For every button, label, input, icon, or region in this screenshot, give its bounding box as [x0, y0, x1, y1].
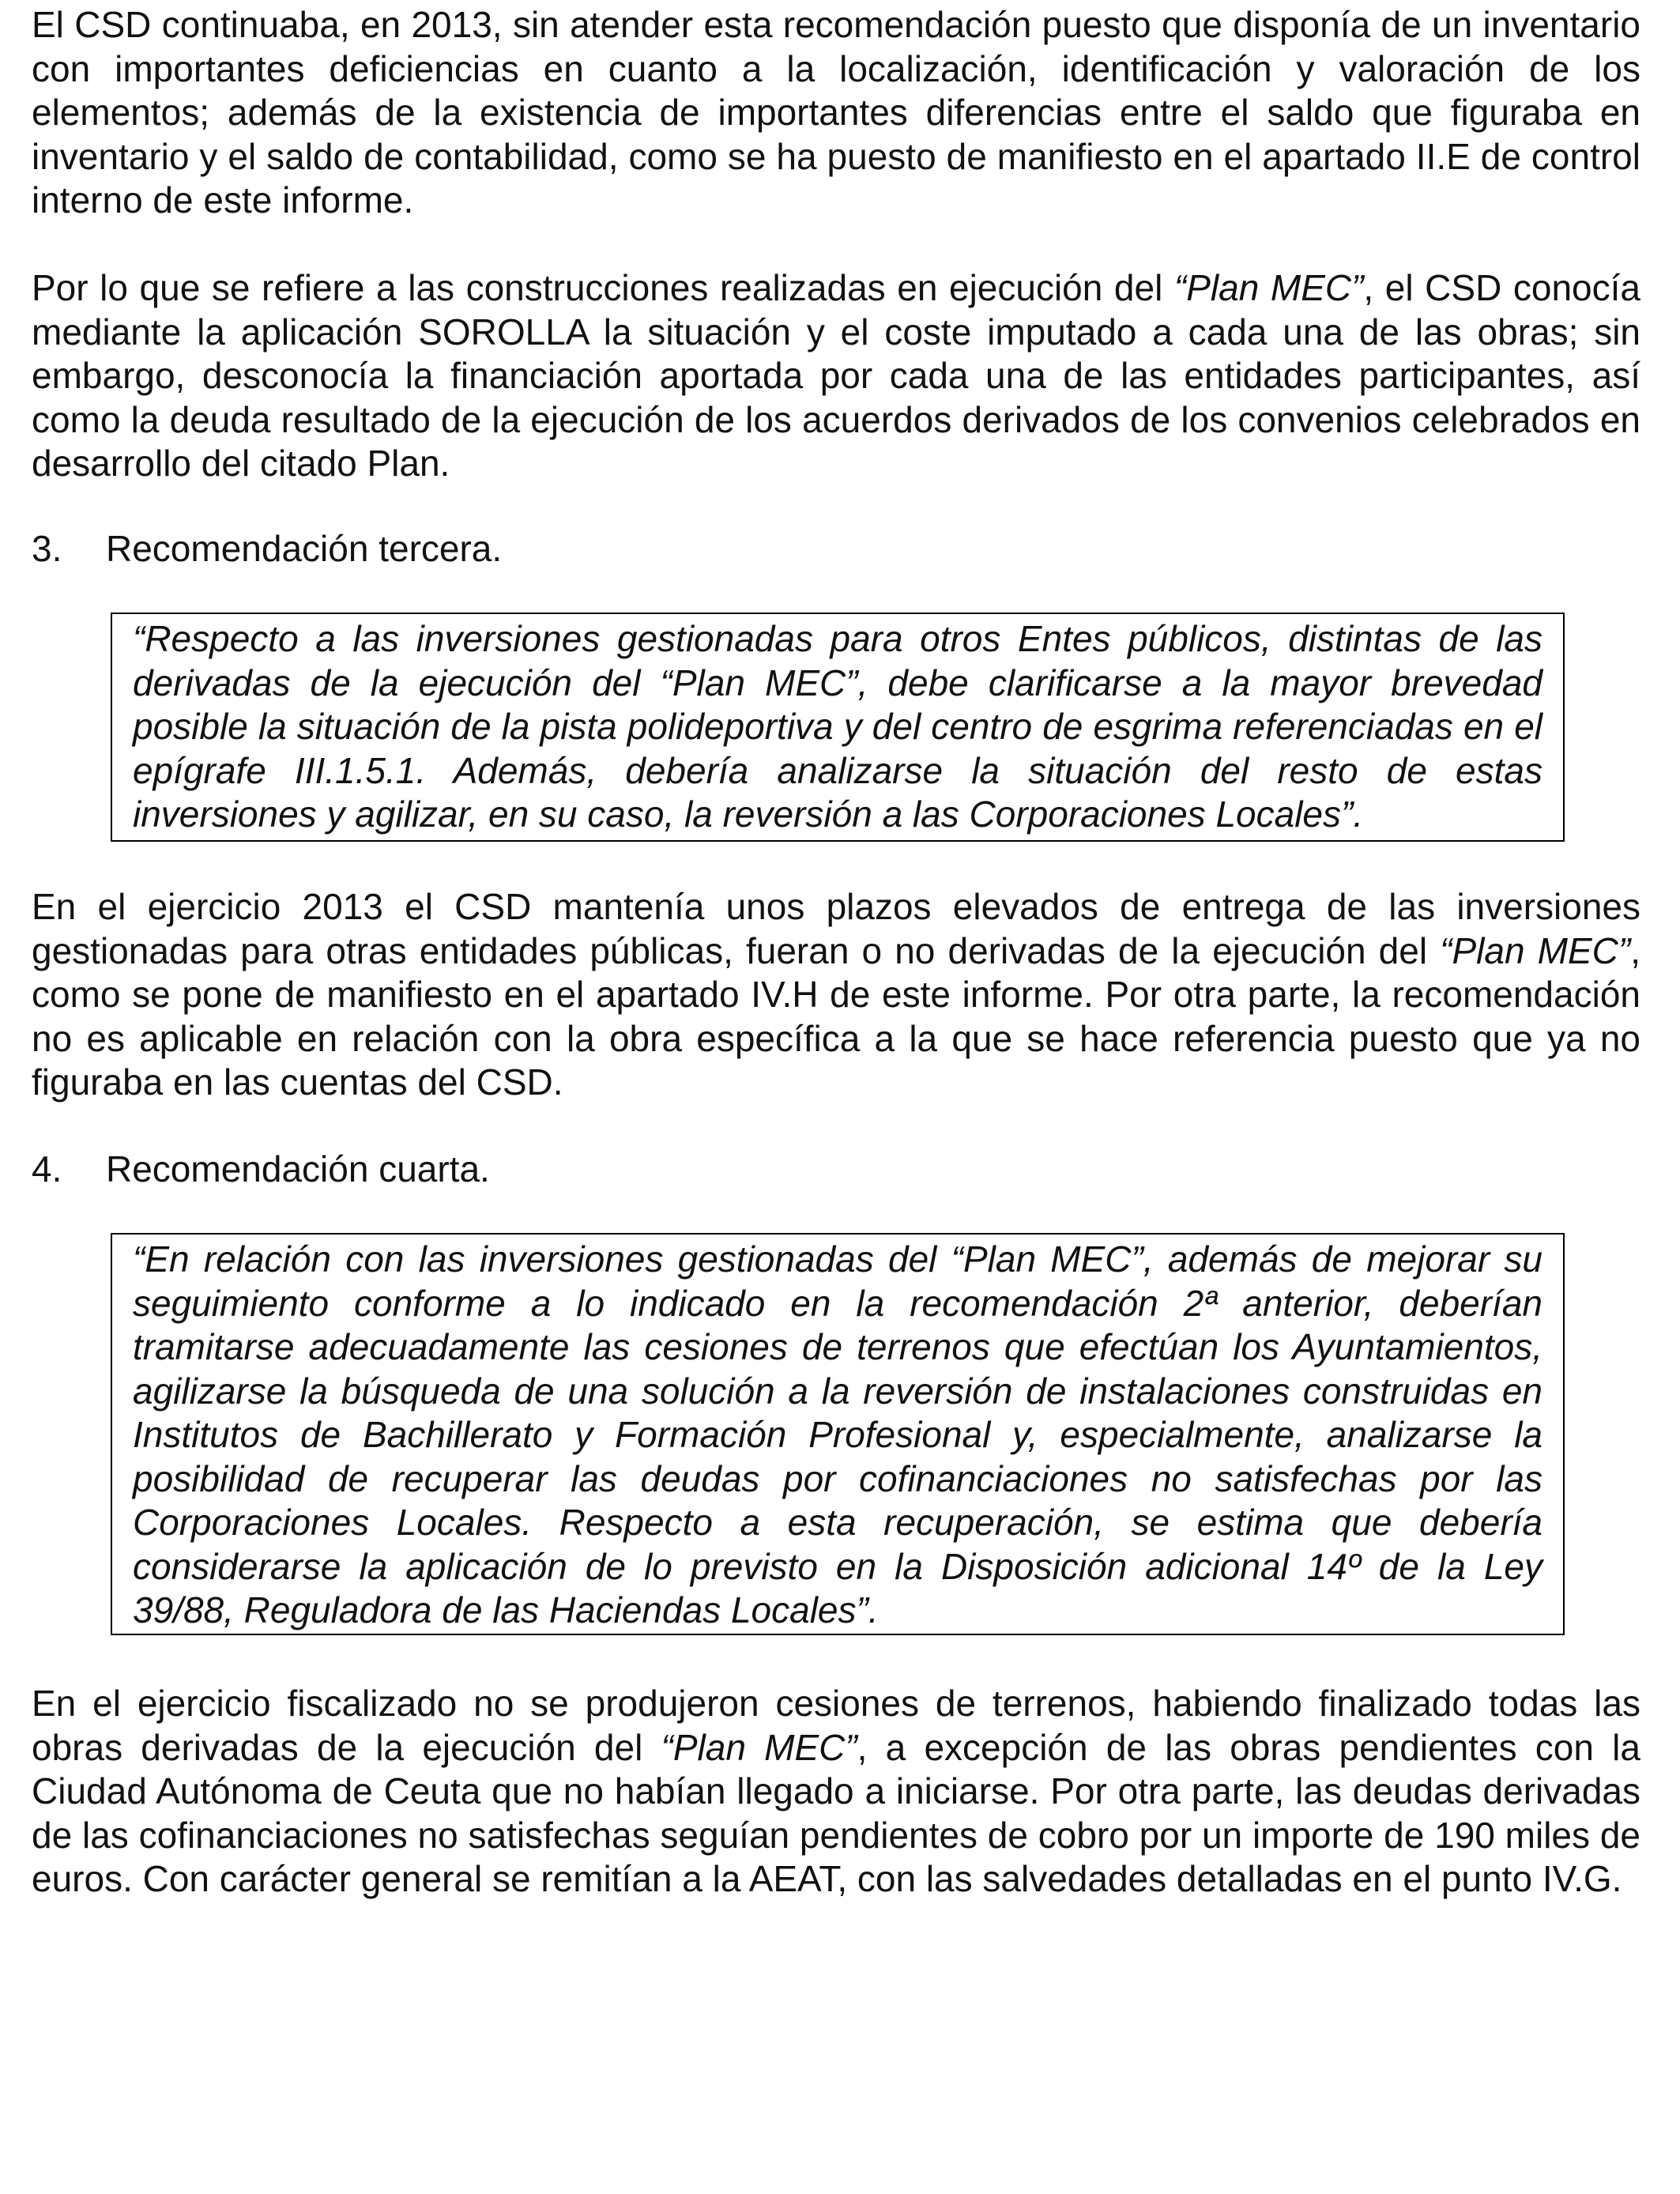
heading-recomendacion-tercera: [32, 527, 1640, 571]
text-segment: En el ejercicio fiscalizado no se produjeron cesiones de terrenos, habiendo finalizado todas las obras derivadas de la ejecución del: [32, 1683, 1640, 1768]
text-segment: , el CSD conocía mediante la aplicación SOROLLA la situación y el coste imputado a cada una de las obras; sin embargo, desconocía la financiación aportada por cada una de las entidades participantes, así como la deuda resultado de la ejecución de los acuerdos derivados de los convenios celebrados en desarrollo del citado Plan.: [32, 267, 1640, 484]
text-segment: En el ejercicio 2013 el CSD mantenía unos plazos elevados de entrega de las inversiones gestionadas para otras entidades públicas, fueran o no derivadas de la ejecución del: [32, 886, 1640, 971]
paragraph-inventory: El CSD continuaba, en 2013, sin atender esta recomendación puesto que disponía de un inventario con importantes deficiencias en cuanto a la localización, identificación y valoración de los elementos; además de la existencia de importantes diferencias entre el saldo que figuraba en inventario y el saldo de contabilidad, como se ha puesto de manifiesto en el apartado II.E de control interno de este informe.: [32, 4, 1640, 221]
quote-box-recomendacion-tercera: [111, 613, 1565, 842]
quote-text: “En relación con las inversiones gestionadas del “Plan MEC”, además de mejorar su seguimiento conforme a lo indicado en la recomendación 2ª anterior, deberían tramitarse adecuadamente las cesiones de terrenos que efectúan los Ayuntamientos, agilizarse la búsqueda de una solución a la reversión de instalaciones construidas en Institutos de Bachillerato y Formación Profesional y, especialmente, analizarse la posibilidad de recuperar las deudas por cofinanciaciones no satisfechas por las Corporaciones Locales. Respecto a esta recuperación, se estima que debería considerarse la aplicación de lo previsto en la Disposición adicional 14º de la Ley 39/88, Reguladora de las Haciendas Locales”.: [133, 1238, 1543, 1630]
plan-mec-emphasis: “Plan MEC”: [1440, 929, 1631, 971]
quote-text: “Respecto a las inversiones gestionadas para otros Entes públicos, distintas de las derivadas de la ejecución del “Plan MEC”, debe clarificarse a la mayor brevedad posible la situación de la pista polideportiva y del centro de esgrima referenciadas en el epígrafe III.1.5.1. Además, debería analizarse la situación del resto de estas inversiones y agilizar, en su caso, la reversión a las Corporaciones Locales”.: [133, 618, 1543, 835]
text-segment: , como se pone de manifiesto en el apartado IV.H de este informe. Por otra parte, la recomendación no es aplicable en relación con la obra específica a la que se hace referencia puesto que ya no figuraba en las cuentas del CSD.: [32, 929, 1640, 1103]
heading-recomendacion-cuarta: [32, 1148, 1640, 1192]
plan-mec-emphasis: “Plan MEC”: [1173, 267, 1364, 308]
heading-label: Recomendación tercera.: [106, 528, 503, 569]
paragraph-ejercicio-2013: [32, 885, 1640, 1105]
quote-box-recomendacion-cuarta: [111, 1233, 1565, 1635]
paragraph-ejercicio-fiscalizado: [32, 1682, 1640, 1902]
heading-number: 4.: [32, 1148, 62, 1189]
heading-label: Recomendación cuarta.: [106, 1148, 490, 1189]
text-segment: Por lo que se refiere a las construcciones realizadas en ejecución del: [32, 267, 1174, 308]
plan-mec-emphasis: “Plan MEC”: [661, 1726, 857, 1768]
heading-number: 3.: [32, 528, 62, 569]
text-segment: , a excepción de las obras pendientes con la Ciudad Autónoma de Ceuta que no habían llegado a iniciarse. Por otra parte, las deudas derivadas de las cofinanciaciones no satisfechas seguían pendientes de cobro por un importe de 190 miles de euros. Con carácter general se remitían a la AEAT, con las salvedades detalladas en el punto IV.G.: [32, 1726, 1640, 1899]
paragraph-plan-mec-construcciones: [32, 266, 1640, 486]
